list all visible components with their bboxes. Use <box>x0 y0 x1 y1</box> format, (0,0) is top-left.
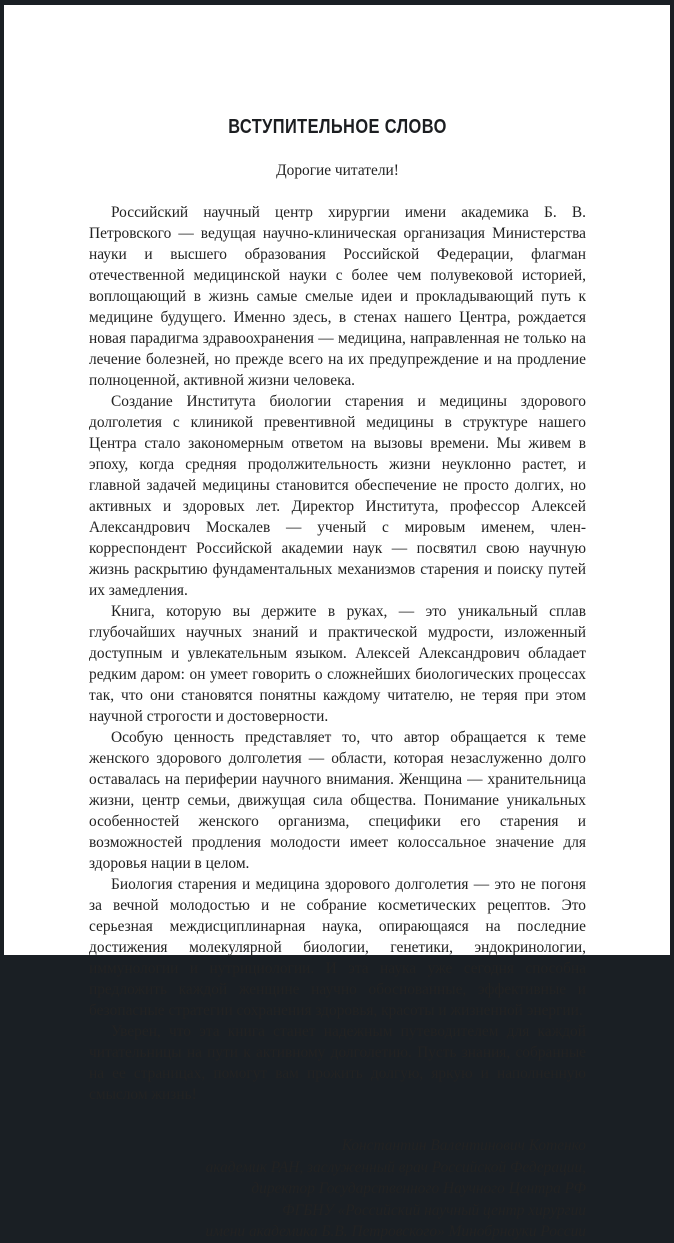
signature-name: Константин Валентинович Котенко <box>341 1137 586 1154</box>
page-sheet <box>4 5 670 1240</box>
paragraph: Особую ценность представляет то, что автор обращается к теме женского здорового долголетия — области, которая незаслуженно долго оставалась на периферии научного внимания. Женщина — хранительница жизни, центр семьи, движущая сила общества. Понимание уникальных особенностей женского организма, специфики его старения и возможностей продления молодости имеет колоссальное значение для здоровья нации в целом. <box>89 729 586 872</box>
signature-line: директор Государственного Научного Центра РФ <box>251 1180 586 1197</box>
page-content <box>4 5 670 1243</box>
signature-block <box>89 1135 586 1243</box>
page-title: ВСТУПИТЕЛЬНОЕ СЛОВО <box>228 116 447 138</box>
paragraph: Книга, которую вы держите в руках, — это уникальный сплав глубочайших научных знаний и практической мудрости, изложенный доступным и увлекательным языком. Алексей Александрович обладает редким даром: он умеет говорить о сложнейших биологических процессах так, что они становятся понятны каждому читателю, не теряя при этом научной строгости и достоверности. <box>89 603 586 725</box>
greeting-line: Дорогие читатели! <box>276 162 399 179</box>
body-text <box>89 202 586 1105</box>
paragraph: Создание Института биологии старения и медицины здорового долголетия с клиникой превентивной медицины в структуре нашего Центра стало закономерным ответом на вызовы времени. Мы живем в эпоху, когда средняя продолжительность жизни неуклонно растет, и главной задачей медицины становится обеспечение не просто долгих, но активных и здоровых лет. Директор Института, профессор Алексей Александрович Москалев — ученый с мировым именем, член-корреспондент Российской академии наук — посвятил свою научную жизнь раскрытию фундаментальных механизмов старения и поиску путей их замедления. <box>89 393 586 599</box>
signature-line: имени академика Б.В. Петровского» Минобрнауки России <box>205 1223 586 1240</box>
paragraph: Российский научный центр хирургии имени академика Б. В. Петровского — ведущая научно-клиническая организация Министерства науки и высшего образования Российской Федерации, флагман отечественной медицинской науки с более чем полувековой историей, воплощающий в жизнь самые смелые идеи и прокладывающий путь к медицине будущего. Именно здесь, в стенах нашего Центра, рождается новая парадигма здравоохранения — медицина, направленная не только на лечение болезней, но прежде всего на их предупреждение и на продление полноценной, активной жизни человека. <box>89 204 586 389</box>
paragraph: Биология старения и медицина здорового долголетия — это не погоня за вечной молодостью и не собрание косметических рецептов. Это серьезная междисциплинарная наука, опирающаяся на последние достижения молекулярной биологии, генетики, эндокринологии, иммунологии и нутрициологии. И эта наука уже сегодня способна предложить каждой женщине научно обоснованные, эффективные и безопасные стратегии сохранения здоровья, красоты и жизненной энергии. <box>89 876 586 1019</box>
signature-line: академик РАН, заслуженный врач Российской Федерации, <box>205 1158 586 1176</box>
signature-line: ФГБНУ «Российский научный центр хирургии <box>282 1201 586 1219</box>
paragraph: Уверен, что эта книга станет надежным путеводителем для каждой читательницы на пути к активному долголетию. Пусть знания, собранные на ее страницах, помогут вам прожить долгую, яркую и наполненную смыслом жизнь! <box>89 1023 586 1103</box>
